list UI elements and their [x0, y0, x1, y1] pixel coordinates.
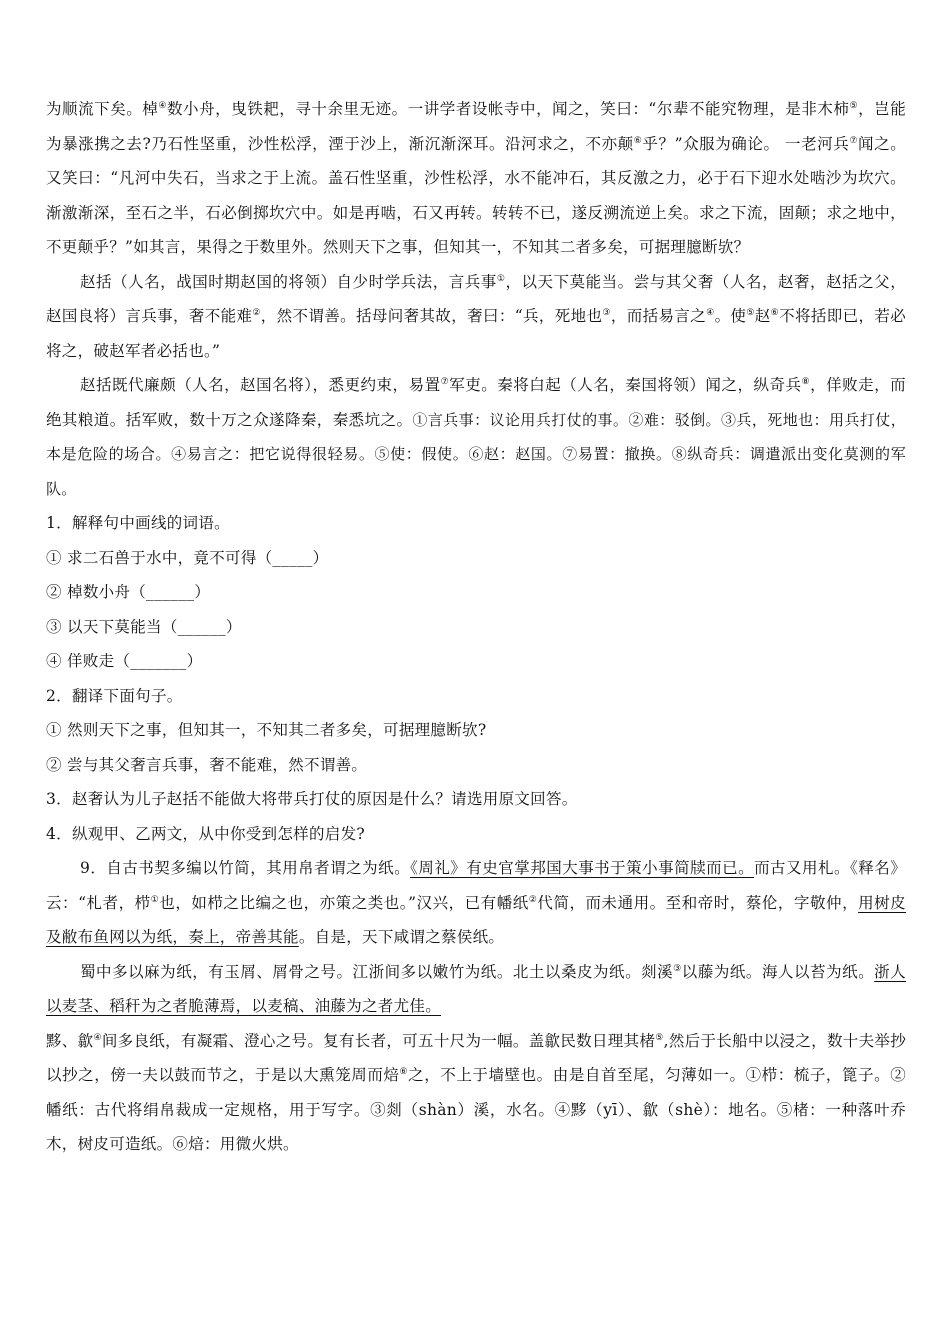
footnote-marker: ⑤ [849, 101, 859, 111]
footnote-marker: ⑤ [746, 308, 755, 318]
footnote-marker: ⑥ [399, 1067, 409, 1077]
passage9-paragraph-3 [46, 1024, 906, 1162]
text-run: 赵 [754, 307, 771, 325]
text-run: ，岂能为暴涨携之去?乃石性坚重，沙性松浮，湮于沙上，渐沉渐深耳。沿河求之，不亦颠 [46, 100, 907, 153]
passage9-paragraph-2 [46, 955, 906, 1024]
question-3: 3．赵奢认为儿子赵括不能做大将带兵打仗的原因是什么？请选用原文回答。 [46, 790, 578, 808]
footnote-marker: ⑤ [655, 1032, 664, 1043]
text-run: 也，如栉之比编之也，亦策之类也。”汉兴，已有幡纸 [159, 893, 529, 912]
question-1-item-3: ③ 以天下莫能当（______） [46, 617, 242, 636]
text-run: 。使 [714, 307, 747, 325]
text-run: 。自是，天下咸谓之蔡侯纸。 [298, 928, 505, 946]
text-run: 闻之。又笑曰：“凡河中失石，当求之于上流。盖石性坚重，沙性松浮，水不能冲石，其反激之力，必于石下迎水处啮沙为坎穴。渐激渐深，至石之半，石必倒掷坎穴中。如是再啮，石又再转。转转不已，遂反溯流逆上矣。求之下流，固颠；求之地中，不更颠乎？”如其言，果得之于数里外。然则天下之事，但知其一，不知其二者多矣，可据理臆断欤？ [46, 134, 906, 256]
underlined-sentence: 《周礼》有史官掌邦国大事书于策小事简牍而已。 [410, 859, 755, 877]
question-1-item-4: ④ 佯败走（_______） [46, 652, 203, 670]
footnote-marker: ④ [158, 101, 167, 111]
footnote-marker: ⑥ [770, 308, 780, 318]
text-run: ，而括易言之 [610, 307, 707, 325]
text-run: 蜀中多以麻为纸，有玉屑、屑骨之号。江浙间多以嫩竹为纸。北土以桑皮为纸。剡溪 [80, 962, 674, 981]
question-2-item-2: ② 尝与其父奢言兵事，奢不能难，然不谓善。 [46, 755, 368, 774]
text-run: 赵括（人名，战国时期赵国的将领）自少时学兵法，言兵事 [80, 272, 497, 291]
underlined-sentence: 用树皮及敝布鱼网以为纸，奏上，帝善其能 [46, 893, 906, 946]
question-4: 4．纵观甲、乙两文，从中你受到怎样的启发? [46, 824, 365, 843]
question-2-item-1: ① 然则天下之事，但知其一，不知其二者多矣，可据理臆断欤? [46, 721, 487, 739]
text-run: 9．自古书契多编以竹简，其用帛者谓之为纸。 [80, 859, 411, 877]
text-run: ，佯败走，而绝其粮道。括军败，数十万之众遂降秦，秦悉坑之。 [46, 376, 906, 429]
underlined-sentence: 浙人以麦茎、稻秆为之者脆薄焉，以麦稿、油藤为之者尤佳。 [46, 962, 907, 1015]
passage2-paragraph-2 [46, 368, 906, 506]
footnote-marker: ⑧ [801, 377, 811, 387]
text-run: 不将括即已，若必将之，破赵军者必括也。” [46, 307, 907, 360]
text-run: ，以天下莫能当。尝与其父奢（人名，赵奢，赵括之父，赵国良将）言兵事，奢不能难 [46, 272, 906, 325]
footnote-marker: ⑦ [849, 135, 859, 146]
text-run: 乎？”众服为确论。 一老河兵 [642, 134, 850, 153]
footnotes: ①言兵事：议论用兵打仗的事。②难：驳倒。③兵，死地也：用兵打仗，本是危险的场合。④易言之：把它说得很轻易。⑤使：假使。⑥赵：赵国。⑦易置：撤换。⑧纵奇兵：调遣派出变化莫测的军队。 [46, 410, 907, 498]
question-1-item-2: ② 棹数小舟（______） [46, 583, 211, 601]
question-1: 1．解释句中画线的词语。 [46, 514, 230, 532]
footnote-marker: ⑦ [440, 377, 450, 387]
text-run: 代简，而未通用。至和帝时，蔡伦，字敬仲， [537, 893, 859, 912]
footnote-marker: ① [150, 894, 160, 905]
footnote-marker: ① [496, 273, 506, 284]
document-page [46, 92, 906, 1162]
question-2: 2．翻译下面句子。 [46, 686, 183, 705]
text-run: 赵括既代廉颇（人名，赵国名将），悉更约束，易置 [80, 376, 441, 394]
footnote-marker: ③ [673, 963, 682, 974]
footnote-marker: ⑥ [633, 135, 643, 146]
passage9-paragraph-1 [46, 851, 906, 955]
text-run: 数小舟，曳铁耙，寻十余里无迹。一讲学者设帐寺中，闻之，笑曰：“尔辈不能究物理，是非木柿 [166, 100, 850, 118]
text-run: 之，不上于墙壁也。由是自首至尾，匀薄如一。 [408, 1066, 746, 1084]
footnote-marker: ③ [602, 308, 611, 318]
text-run: 而古又用札。《释名》云：“札者，栉 [46, 859, 906, 912]
passage2-paragraph-1 [46, 265, 906, 369]
footnote-marker: ④ [706, 308, 715, 318]
footnote-marker: ② [252, 308, 261, 318]
question-1-item-1: ① 求二石兽于水中，竟不可得（_____） [46, 548, 329, 567]
text-run: 间多良纸，有凝霜、澄心之号。复有长者，可五十尺为一幅。盖歙民数日理其楮 [101, 1031, 656, 1050]
passage1-paragraph [46, 92, 906, 265]
footnote-marker: ② [528, 894, 538, 905]
footnotes: ①栉：梳子，篦子。②幡纸：古代将绢帛裁成一定规格，用于写字。③剡（shàn）溪，水名。④黟（yī）、歙（shè）：地名。⑤楮：一种落叶乔木，树皮可造纸。⑥焙：用微火烘。 [46, 1066, 906, 1153]
text-run: 以藤为纸。海人以苔为纸。 [681, 962, 875, 981]
text-run: 为顺流下矣。棹 [46, 100, 159, 118]
footnote-marker: ④ [93, 1032, 102, 1043]
text-run: 黟、歙 [46, 1031, 94, 1050]
text-run: ,然后于长船中以浸之，数十夫举抄以抄之，傍一夫以鼓而节之，于是以大熏笼周而焙 [46, 1031, 906, 1084]
text-run: 军吏。秦将白起（人名，秦国将领）闻之，纵奇兵 [449, 376, 802, 394]
text-run: ，然不谓善。括母问奢其故，奢曰：“兵，死地也 [260, 307, 603, 325]
